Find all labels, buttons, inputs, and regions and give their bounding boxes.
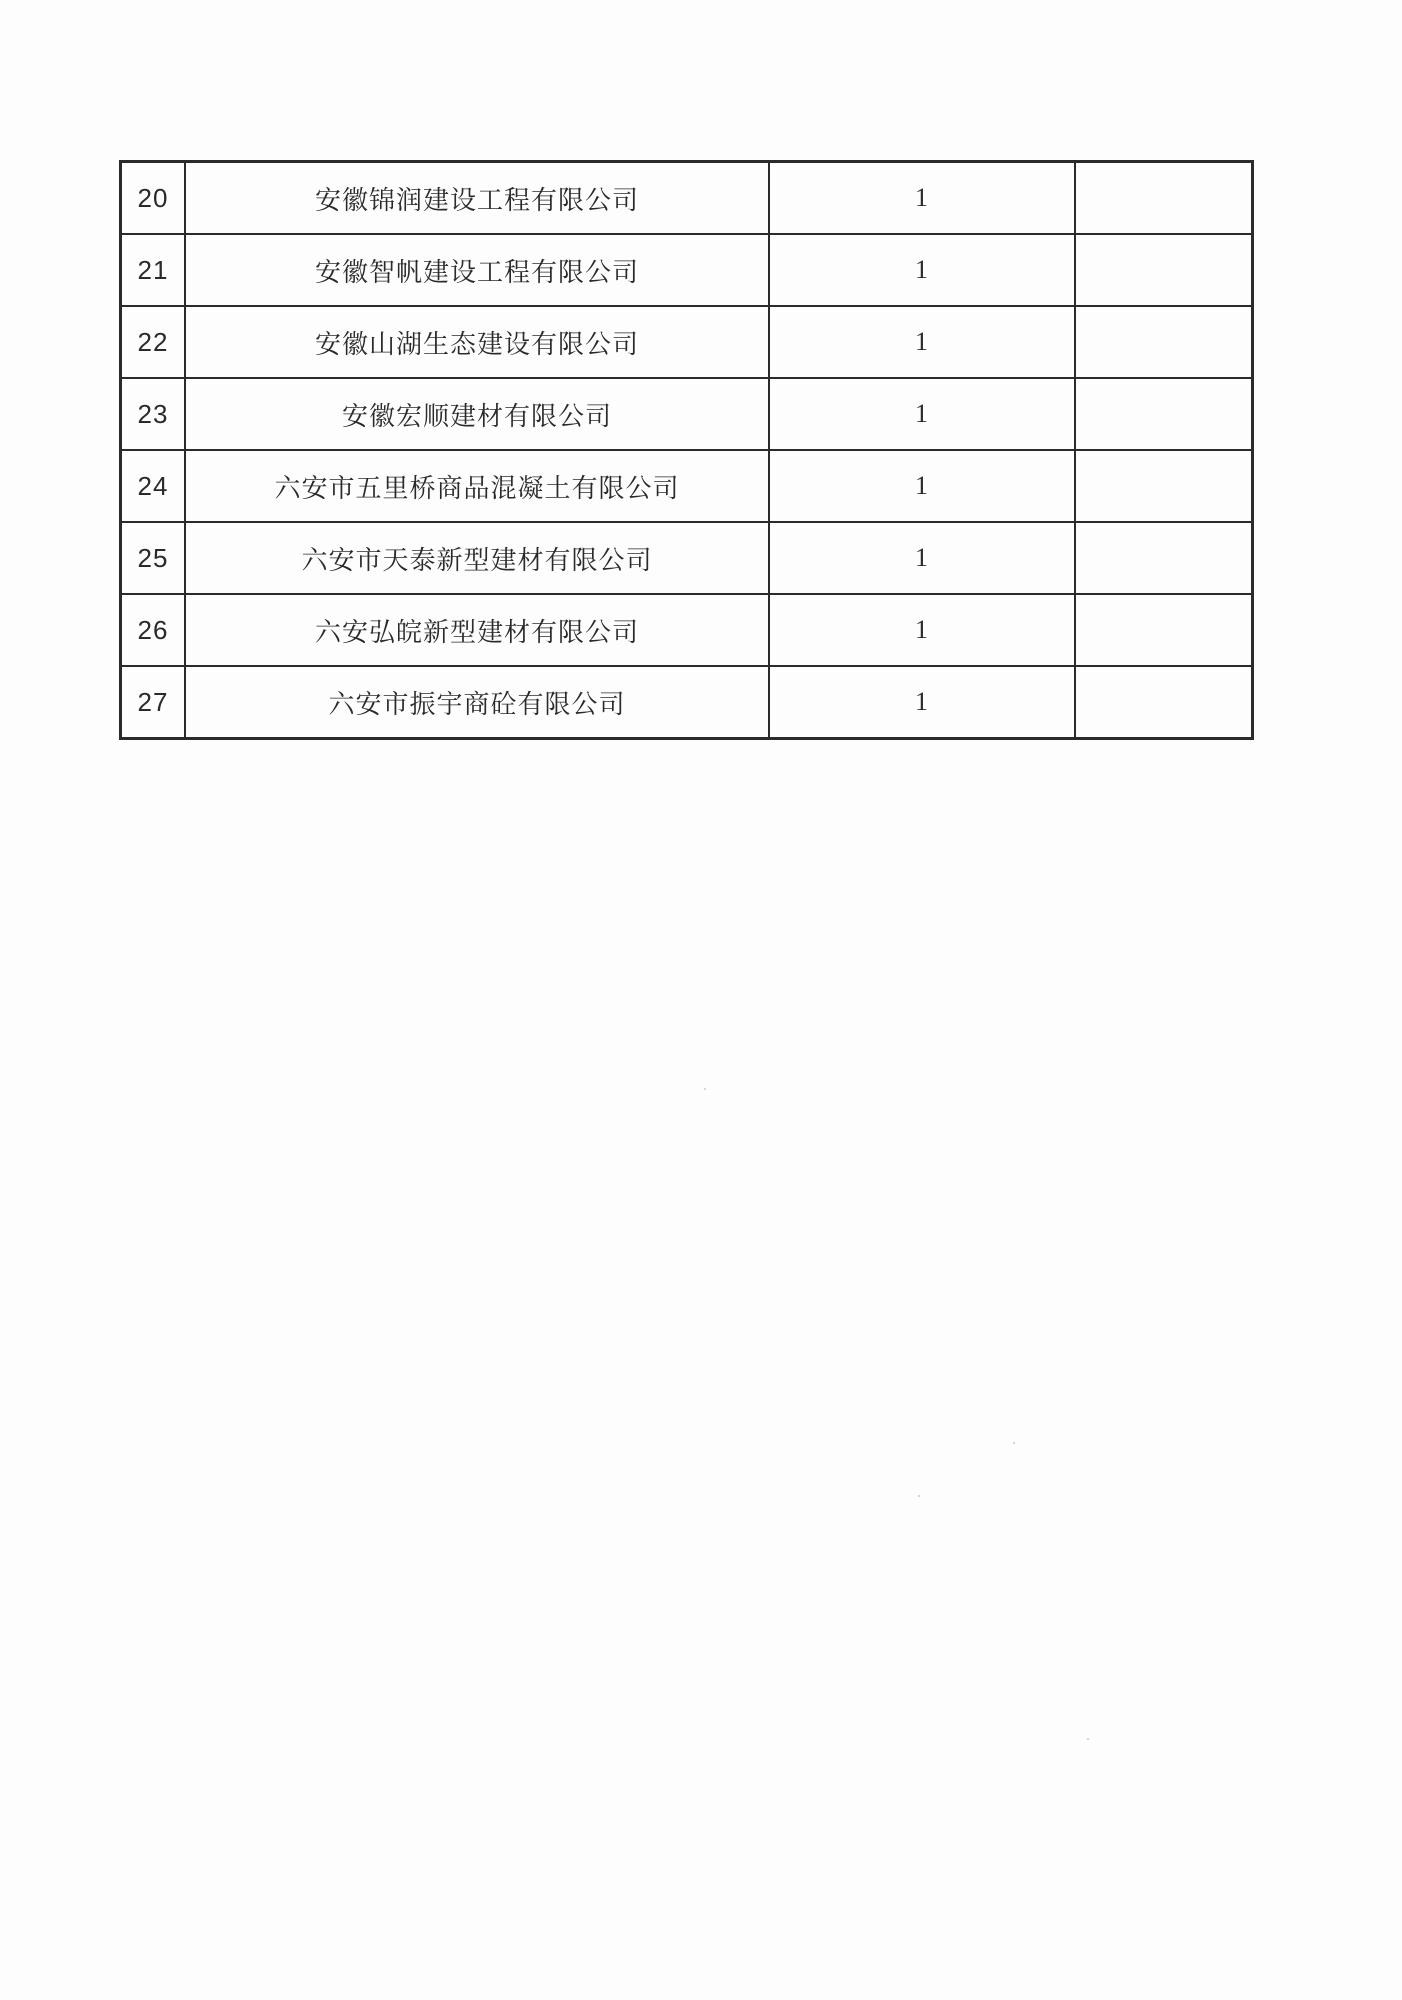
- note-cell: [1075, 594, 1253, 666]
- table-row: [121, 666, 1253, 739]
- note-cell: [1075, 162, 1253, 235]
- quantity-cell: 1: [769, 594, 1075, 666]
- row-index-cell: 23: [121, 378, 186, 450]
- note-cell: [1075, 522, 1253, 594]
- quantity-cell: 1: [769, 306, 1075, 378]
- table-row: [121, 522, 1253, 594]
- company-name-cell: 六安弘皖新型建材有限公司: [185, 594, 769, 666]
- quantity-cell: 1: [769, 162, 1075, 235]
- quantity-cell: 1: [769, 522, 1075, 594]
- quantity-cell: 1: [769, 378, 1075, 450]
- scan-speck: [1013, 1442, 1015, 1444]
- row-index-cell: 22: [121, 306, 186, 378]
- table-row: [121, 378, 1253, 450]
- table-row: [121, 450, 1253, 522]
- quantity-cell: 1: [769, 234, 1075, 306]
- quantity-cell: 1: [769, 666, 1075, 739]
- company-name-cell: 安徽宏顺建材有限公司: [185, 378, 769, 450]
- table-row: [121, 594, 1253, 666]
- note-cell: [1075, 450, 1253, 522]
- row-index-cell: 25: [121, 522, 186, 594]
- row-index-cell: 24: [121, 450, 186, 522]
- row-index-cell: 21: [121, 234, 186, 306]
- table-row: [121, 306, 1253, 378]
- scan-speck: [1087, 1738, 1089, 1740]
- row-index-cell: 26: [121, 594, 186, 666]
- quantity-cell: 1: [769, 450, 1075, 522]
- company-name-cell: 安徽山湖生态建设有限公司: [185, 306, 769, 378]
- note-cell: [1075, 306, 1253, 378]
- company-name-cell: 六安市天泰新型建材有限公司: [185, 522, 769, 594]
- company-name-cell: 安徽智帆建设工程有限公司: [185, 234, 769, 306]
- company-table: [119, 160, 1254, 740]
- scan-speck: [918, 1495, 920, 1497]
- scan-speck: [704, 1088, 706, 1090]
- note-cell: [1075, 234, 1253, 306]
- note-cell: [1075, 666, 1253, 739]
- company-name-cell: 安徽锦润建设工程有限公司: [185, 162, 769, 235]
- table-row: [121, 162, 1253, 235]
- table-row: [121, 234, 1253, 306]
- row-index-cell: 20: [121, 162, 186, 235]
- row-index-cell: 27: [121, 666, 186, 739]
- company-name-cell: 六安市振宇商砼有限公司: [185, 666, 769, 739]
- note-cell: [1075, 378, 1253, 450]
- company-name-cell: 六安市五里桥商品混凝土有限公司: [185, 450, 769, 522]
